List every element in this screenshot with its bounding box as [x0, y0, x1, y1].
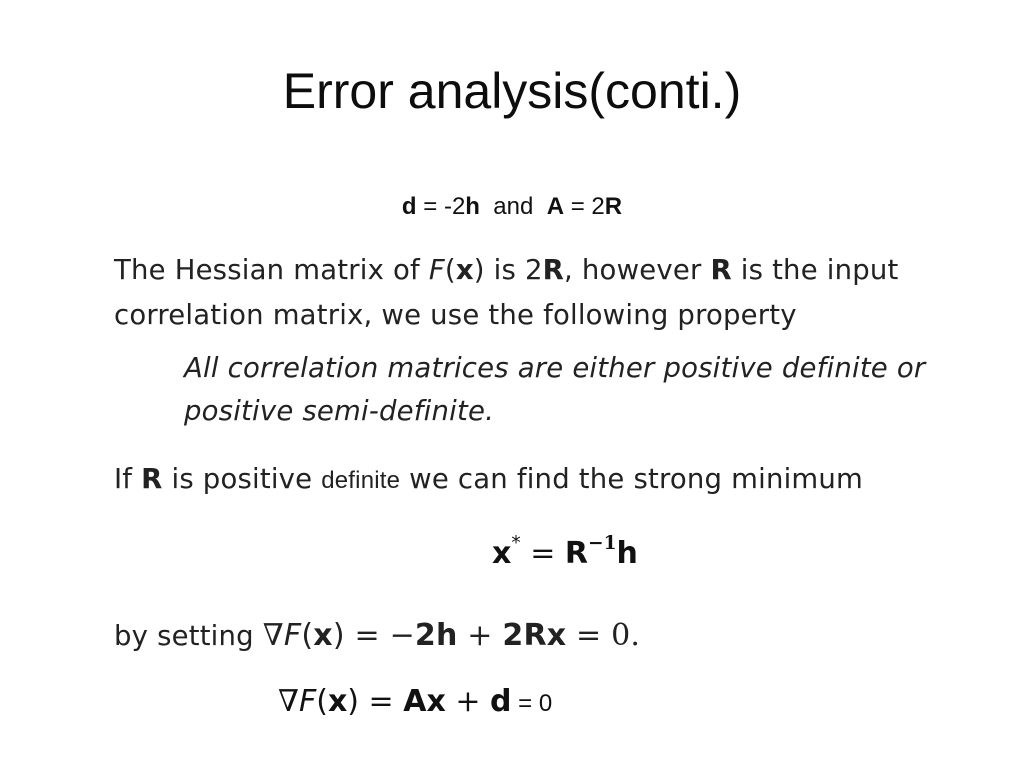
plus-sign: +: [457, 618, 503, 653]
a-eq-text: = 2: [564, 193, 605, 220]
hessian-text-a: The Hessian matrix of: [114, 254, 429, 286]
equals-zero: = 0.: [566, 618, 641, 653]
nabla-symbol: ∇: [262, 618, 284, 653]
f-symbol: F: [428, 254, 445, 286]
if-text-b: is positive: [162, 463, 322, 495]
solution-equation: [492, 533, 638, 571]
r-symbol-3: R: [141, 463, 163, 495]
paren-close: ): [473, 254, 485, 286]
definitions-line: [0, 193, 1024, 221]
d-eq-text: = -2: [416, 193, 466, 220]
final-plus: +: [445, 684, 491, 719]
property-line-2: positive semi-definite.: [184, 395, 495, 427]
final-paren-close: ): [347, 684, 360, 719]
x-star-symbol: x: [492, 536, 512, 571]
paren-open: (: [444, 254, 456, 286]
x-symbol: x: [455, 254, 474, 286]
inverse-exponent: −1: [587, 533, 617, 555]
final-paren-open: (: [316, 684, 328, 719]
r-symbol-1: R: [542, 254, 565, 286]
final-equals-zero: = 0: [511, 690, 553, 717]
h-symbol: h: [465, 193, 480, 220]
if-text-c: we can find the strong minimum: [400, 463, 864, 495]
if-line: [114, 463, 863, 495]
hessian-line-1: [114, 254, 899, 286]
hessian-text-b: is 2: [484, 254, 543, 286]
two-rx-term: 2Rx: [502, 618, 567, 653]
grad-paren-open: (: [301, 618, 314, 653]
star-superscript: *: [511, 533, 521, 555]
d-term: d: [490, 684, 512, 719]
ax-term: Ax: [403, 684, 446, 719]
hessian-text-c: , however: [564, 254, 711, 286]
slide-title: Error analysis(conti.): [282, 63, 742, 119]
final-equals: =: [359, 684, 404, 719]
r-inverse-symbol: R: [564, 536, 588, 571]
final-x-symbol: x: [327, 684, 348, 719]
by-setting-line: [114, 618, 640, 653]
r-symbol: R: [604, 193, 623, 220]
f-gradient-symbol: F: [283, 618, 302, 653]
grad-x-symbol: x: [313, 618, 333, 653]
nabla-symbol-2: ∇: [278, 684, 299, 719]
property-line-1: All correlation matrices are either positive definite or: [184, 352, 926, 384]
f-symbol-2: F: [298, 684, 317, 719]
h-solution-symbol: h: [616, 536, 638, 571]
by-setting-text: by setting: [114, 620, 263, 652]
r-symbol-2: R: [710, 254, 732, 286]
a-symbol: A: [546, 193, 565, 220]
and-text: and: [479, 193, 547, 220]
d-symbol: d: [401, 193, 417, 220]
two-h-term: 2h: [414, 618, 458, 653]
hessian-line-2: correlation matrix, we use the following property: [114, 299, 797, 331]
solution-equals: =: [520, 536, 565, 571]
if-text-a: If: [114, 463, 142, 495]
final-equation: [278, 684, 552, 719]
hessian-text-d: is the input: [731, 254, 899, 286]
grad-paren-close: ): [332, 618, 345, 653]
definite-word: definite: [321, 467, 401, 494]
grad-equals: = −: [344, 618, 415, 653]
